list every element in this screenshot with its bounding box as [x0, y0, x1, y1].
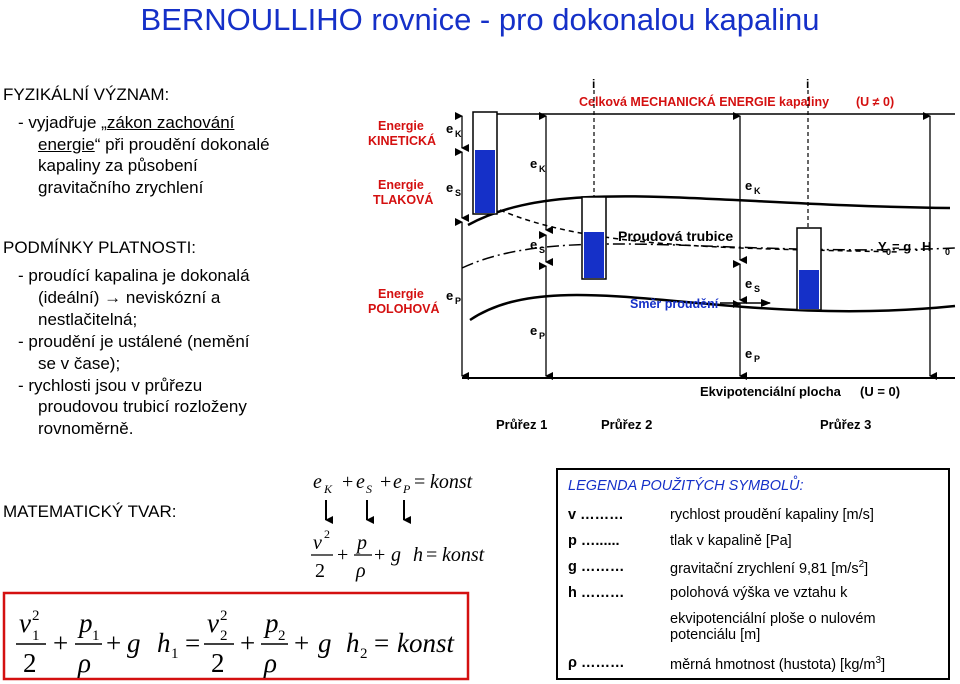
eq-e-s: e [356, 471, 365, 493]
kinetic-label: KINETICKÁ [368, 134, 437, 148]
legend-desc: ekvipotenciální ploše o nulovém [670, 611, 876, 627]
e-p-label: e [745, 346, 753, 361]
tube-upper-wall [468, 196, 950, 225]
subscript: 0 [886, 247, 892, 257]
eq-plus: + [374, 544, 386, 566]
eq-square: 2 [324, 527, 330, 541]
eq-subscript: P [403, 482, 411, 496]
subscript: P [539, 331, 546, 341]
legend-desc: tlak v kapalině [Pa] [670, 533, 792, 549]
y0-label: Y [878, 239, 887, 254]
legend-desc-line [670, 655, 885, 673]
text-line: kapaliny za působení [38, 156, 198, 175]
condition-line: se v čase); [38, 353, 121, 373]
e-s-label: e [745, 276, 753, 291]
eq-konst: konst [430, 471, 473, 493]
subscript: S [754, 284, 761, 294]
e-k-label: e [530, 156, 538, 171]
piezometer-2 [582, 197, 606, 279]
validity-conditions-heading: PODMÍNKY PLATNOSTI: [3, 238, 197, 257]
eq-index: 2 [360, 646, 368, 662]
legend-symbol: v ……… [568, 507, 624, 523]
eq-index: 1 [92, 628, 100, 644]
eq-equals: = [185, 628, 201, 658]
piezometer-3 [797, 228, 821, 310]
i-label: i [806, 77, 810, 91]
eq-h2: h [346, 628, 360, 658]
total-energy-label: Celková MECHANICKÁ ENERGIE kapaliny [579, 95, 830, 109]
subscript: K [539, 164, 546, 174]
eq-rho: ρ [356, 560, 366, 582]
energy-label: Energie [378, 178, 424, 192]
eq-plus: + [380, 471, 392, 493]
u-not-zero-label: (U ≠ 0) [856, 95, 895, 109]
physical-meaning-heading: FYZIKÁLNÍ VÝZNAM: [3, 85, 170, 104]
e-p-label: e [446, 288, 454, 303]
eq-rho: ρ [78, 648, 91, 678]
eq-g: g [391, 544, 401, 566]
legend-desc: měrná hmotnost (hustota) [kg/m [670, 656, 876, 673]
legend-desc: gravitační zrychlení 9,81 [m/s [670, 560, 859, 577]
text-fragment: “ při proudění dokonalé [94, 134, 270, 154]
condition-line: proudovou trubicí rozloženy [38, 397, 247, 417]
piezometer-1 [473, 112, 497, 214]
legend-symbol: p …...... [568, 533, 620, 549]
u-zero-label: (U = 0) [860, 384, 901, 399]
eq-plus: + [342, 471, 354, 493]
eq-e-k: e [313, 471, 322, 493]
legend-symbol: g ……… [568, 559, 625, 575]
subscript: S [539, 245, 546, 255]
stream-tube-label: Proudová trubice [618, 228, 734, 244]
condition-line: nestlačitelná; [38, 309, 138, 329]
legend-symbol: h ……… [568, 585, 625, 601]
energy-label: Energie [378, 287, 424, 301]
eq-equals: = [374, 628, 390, 658]
eq-plus: + [337, 544, 349, 566]
cross-section-3: Průřez 3 [820, 417, 872, 432]
condition-line: - proudění je ustálené (nemění [18, 331, 250, 351]
e-s-label: e [530, 237, 538, 252]
eq-square: 2 [32, 608, 40, 624]
eq-index: 1 [171, 646, 179, 662]
legend-box [556, 468, 950, 680]
underlined-word: energie [38, 134, 95, 154]
eq-konst: konst [442, 544, 485, 566]
eq-v: v [313, 532, 322, 554]
legend-desc-line [670, 559, 868, 577]
condition-line: (ideální) → neviskózní a [38, 287, 221, 307]
subscript: 0 [945, 247, 951, 257]
eq-plus: + [53, 628, 69, 658]
legend-desc: potenciálu [m] [670, 627, 761, 643]
eq-h: h [413, 544, 423, 566]
condition-line: - proudící kapalina je dokonalá [18, 266, 250, 285]
condition-line: - rychlosti jsou v průřezu [18, 375, 203, 395]
cross-section-2: Průřez 2 [601, 417, 653, 432]
legend-desc: polohová výška ve vztahu k [670, 585, 848, 601]
legend-desc: rychlost proudění kapaliny [m/s] [670, 507, 874, 523]
eq-two: 2 [211, 648, 225, 678]
e-s-label: e [446, 180, 454, 195]
eq-equals: = [414, 471, 426, 493]
legend-sup: 2 [858, 559, 865, 570]
eq-square: 2 [220, 608, 228, 624]
eq-plus: + [294, 628, 310, 658]
text-line: gravitačního zrychlení [38, 177, 204, 197]
legend-sup: 3 [875, 655, 882, 666]
subscript: P [455, 296, 462, 306]
eq-rho: ρ [264, 648, 277, 678]
subscript: P [754, 354, 761, 364]
e-k-label: e [446, 121, 454, 136]
pressure-label: TLAKOVÁ [373, 193, 434, 207]
legend-tail: ] [864, 560, 869, 577]
eq-p2: p [265, 608, 279, 638]
flow-direction-label: Směr proudění [630, 297, 719, 311]
cross-section-1: Průřez 1 [496, 417, 548, 432]
subscript: K [455, 129, 462, 139]
math-form-heading: MATEMATICKÝ TVAR: [3, 502, 177, 521]
eq-equals: = [426, 544, 438, 566]
page-title: BERNOULLIHO rovnice - pro dokonalou kapalinu [140, 2, 820, 37]
legend-tail: ] [881, 656, 886, 673]
eq-two: 2 [315, 560, 325, 582]
condition-line: rovnoměrně. [38, 419, 134, 439]
eq-g: g [318, 628, 332, 658]
subscript: S [455, 188, 462, 198]
eq-subscript: S [366, 482, 372, 496]
potential-label: POLOHOVÁ [368, 302, 440, 316]
eq-index: 2 [220, 628, 228, 644]
e-p-label: e [530, 323, 538, 338]
text-fragment: - vyjadřuje „ [18, 113, 107, 132]
equipotential-label: Ekvipotenciální plocha [700, 384, 841, 399]
y0-expression: = g . H [892, 239, 932, 254]
i-label: i [592, 77, 596, 91]
legend-symbol: ρ ……… [568, 655, 625, 671]
eq-g: g [127, 628, 141, 658]
e-k-label: e [745, 178, 753, 193]
eq-h1: h [157, 628, 171, 658]
eq-p: p [357, 532, 367, 554]
eq-plus: + [106, 628, 122, 658]
eq-p1: p [79, 608, 93, 638]
eq-konst: konst [397, 628, 454, 658]
subscript: K [754, 186, 761, 196]
eq-v1: v [19, 608, 31, 638]
eq-plus: + [240, 628, 256, 658]
energy-label: Energie [378, 119, 424, 133]
eq-index: 2 [278, 628, 286, 644]
underlined-phrase: zákon zachování [106, 113, 235, 132]
eq-two: 2 [23, 648, 37, 678]
legend-title: LEGENDA POUŽITÝCH SYMBOLŮ: [568, 478, 804, 494]
eq-e-p: e [393, 471, 402, 493]
eq-index: 1 [32, 628, 40, 644]
eq-v2: v [207, 608, 219, 638]
eq-subscript: K [324, 482, 333, 496]
